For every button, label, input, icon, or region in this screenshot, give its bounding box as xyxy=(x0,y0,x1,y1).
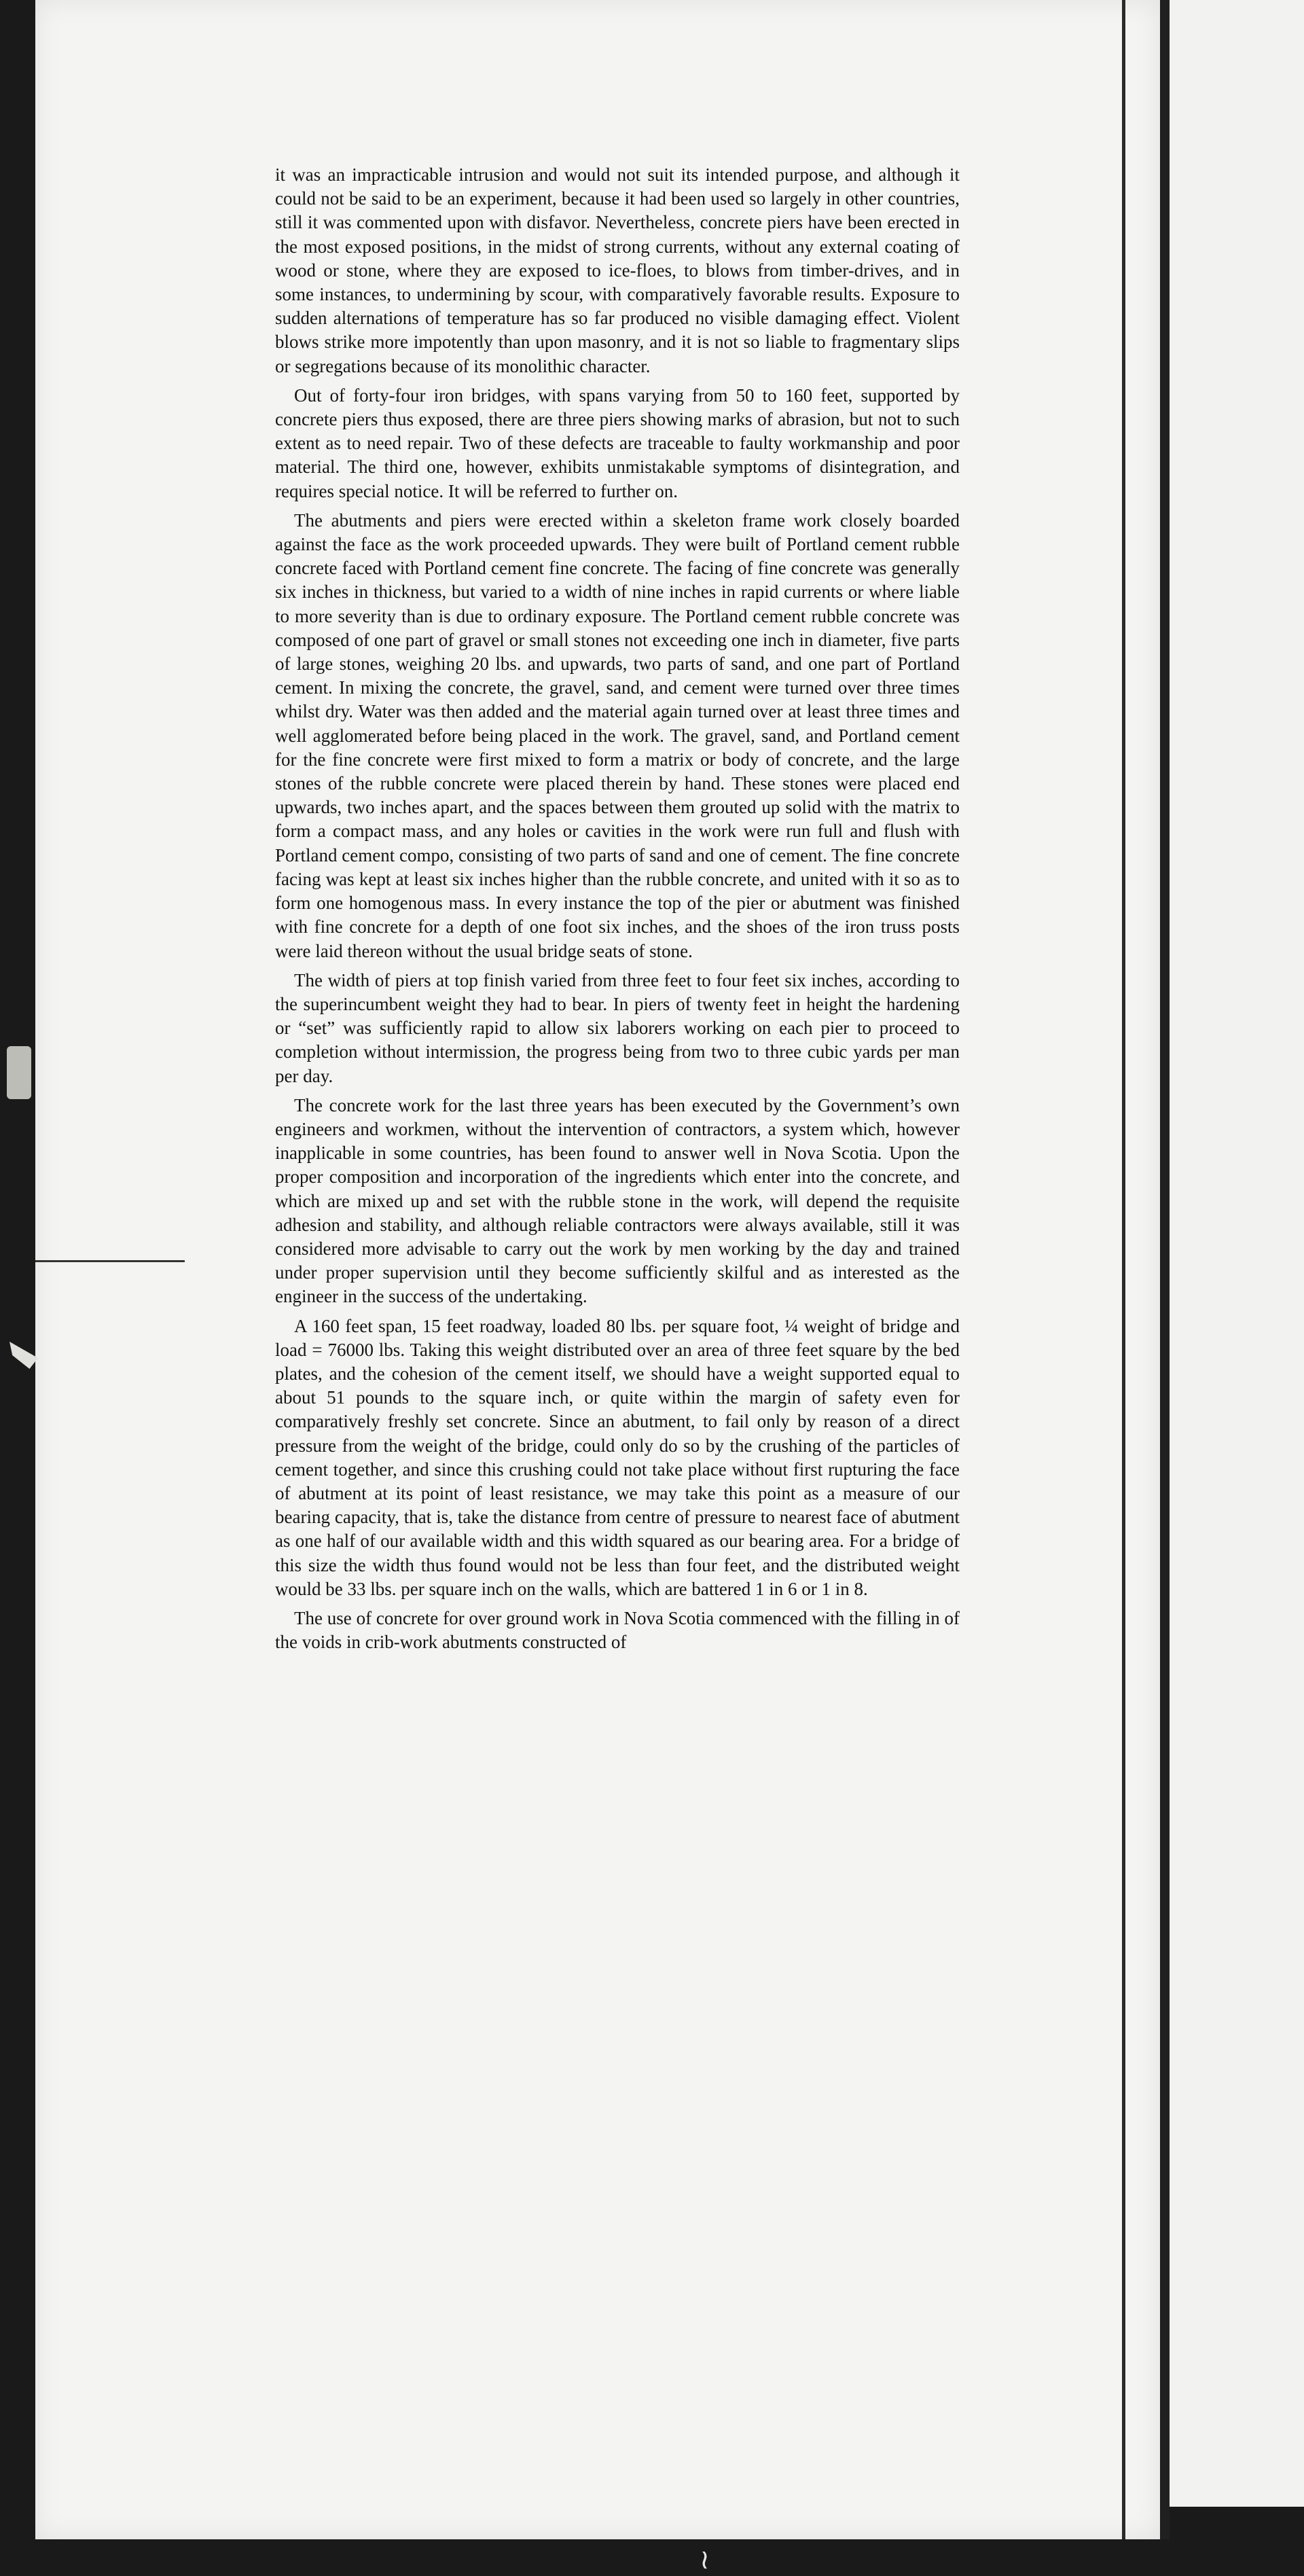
paragraph-4: The width of piers at top finish varied from three feet to four feet six inches, according to the superincumbent weight they had to bear. In piers of twenty feet in height the hardening or “set” was sufficiently rapid to allow six laborers working on each pier to proceed to completion without intermission, the progress being from two to three cubic yards per man per day. xyxy=(275,969,960,1086)
paragraph-6: A 160 feet span, 15 feet roadway, loaded 80 lbs. per square foot, ¼ weight of bridge and load = 76000 lbs. Taking this weight distributed over an area of three feet square by the bed plates, and the cohesion of the cement itself, we should have a weight supported equal to about 51 pounds to the square inch, or quite within the margin of safety even for comparatively freshly set concrete. Since an abutment, to fail only by reason of a direct pressure from the weight of the bridge, could only do so by the crushing of the particles of cement together, and since this crushing could not take place without first rupturing the face of abutment at its point of least resistance, we may take this point as a measure of our bearing capacity, that is, take the distance from centre of pressure to nearest face of abutment as one half of our available width and this width squared as our bearing area. For a bridge of this size the width thus found would not be less than four feet, and the distributed weight would be 33 lbs. per square inch on the walls, which are battered 1 in 6 or 1 in 8. xyxy=(275,1315,960,1599)
bottom-scan-mark-icon: ≀ xyxy=(700,2544,710,2575)
binding-clip-mark xyxy=(10,1342,38,1369)
binding-tab-mark xyxy=(7,1046,31,1099)
paragraph-7: The use of concrete for over ground work in Nova Scotia commenced with the filling in of the voids in crib-work abutments constructed of xyxy=(275,1607,960,1653)
page-gutter-shadow xyxy=(1160,0,1170,2539)
margin-rule-mark xyxy=(35,1260,185,1262)
page-gutter-line xyxy=(1122,0,1125,2539)
facing-page-edge xyxy=(1170,0,1304,2507)
paragraph-5: The concrete work for the last three years has been executed by the Government’s own engineers and workmen, without the intervention of contractors, a system which, however inapplicable in some countries, has been found to answer well in Nova Scotia. Upon the proper composition and incorporation of the ingredients which enter into the concrete, and which are mixed up and set with the rubble stone in the work, will depend the requisite adhesion and stability, and although reliable contractors were always available, still it was considered more advisable to carry out the work by men working by the day and trained under proper supervision until they become sufficiently skilful and as interested as the engineer in the success of the undertaking. xyxy=(275,1094,960,1307)
paragraph-1: it was an impracticable intrusion and would not suit its intended purpose, and although it could not be said to be an experiment, because it had been used so largely in other countries, still it was commented upon with disfavor. Nevertheless, concrete piers have been erected in the most exposed positions, in the midst of strong currents, without any external coating of wood or stone, where they are exposed to ice-floes, to blows from timber-drives, and in some instances, to undermining by scour, with comparatively favorable results. Exposure to sudden alternations of temperature has so far produced no visible damaging effect. Violent blows strike more impotently than upon masonry, and it is not so liable to fragmentary slips or segregations because of its monolithic character. xyxy=(275,164,960,376)
body-text xyxy=(275,163,960,1660)
paragraph-3: The abutments and piers were erected within a skeleton frame work closely boarded against the face as the work proceeded upwards. They were built of Portland cement rubble concrete faced with Portland cement fine concrete. The facing of fine concrete was generally six inches in thickness, but varied to a width of nine inches in rapid currents or where liable to more severity than is due to ordinary exposure. The Portland cement rubble concrete was composed of one part of gravel or small stones not exceeding one inch in diameter, five parts of large stones, weighing 20 lbs. and upwards, two parts of sand, and one part of Portland cement. In mixing the concrete, the gravel, sand, and cement were turned over three times whilst dry. Water was then added and the material again turned over at least three times and well agglomerated before being placed in the work. The gravel, sand, and Portland cement for the fine concrete were first mixed to form a matrix or body of concrete, and the large stones of the rubble concrete were placed therein by hand. These stones were placed end upwards, two inches apart, and the spaces between them grouted up solid with the matrix to form a compact mass, and any holes or cavities in the work were run full and flush with Portland cement compo, consisting of two parts of sand and one of cement. The fine concrete facing was kept at least six inches higher than the rubble concrete, and united with it so as to form one homogenous mass. In every instance the top of the pier or abutment was finished with fine concrete for a depth of one foot six inches, and the shoes of the iron truss posts were laid thereon without the usual bridge seats of stone. xyxy=(275,509,960,961)
paragraph-2: Out of forty-four iron bridges, with spans varying from 50 to 160 feet, supported by concrete piers thus exposed, there are three piers showing marks of abrasion, but not to such extent as to need repair. Two of these defects are traceable to faulty workmanship and poor material. The third one, however, exhibits unmistakable symptoms of disintegration, and requires special notice. It will be referred to further on. xyxy=(275,384,960,501)
